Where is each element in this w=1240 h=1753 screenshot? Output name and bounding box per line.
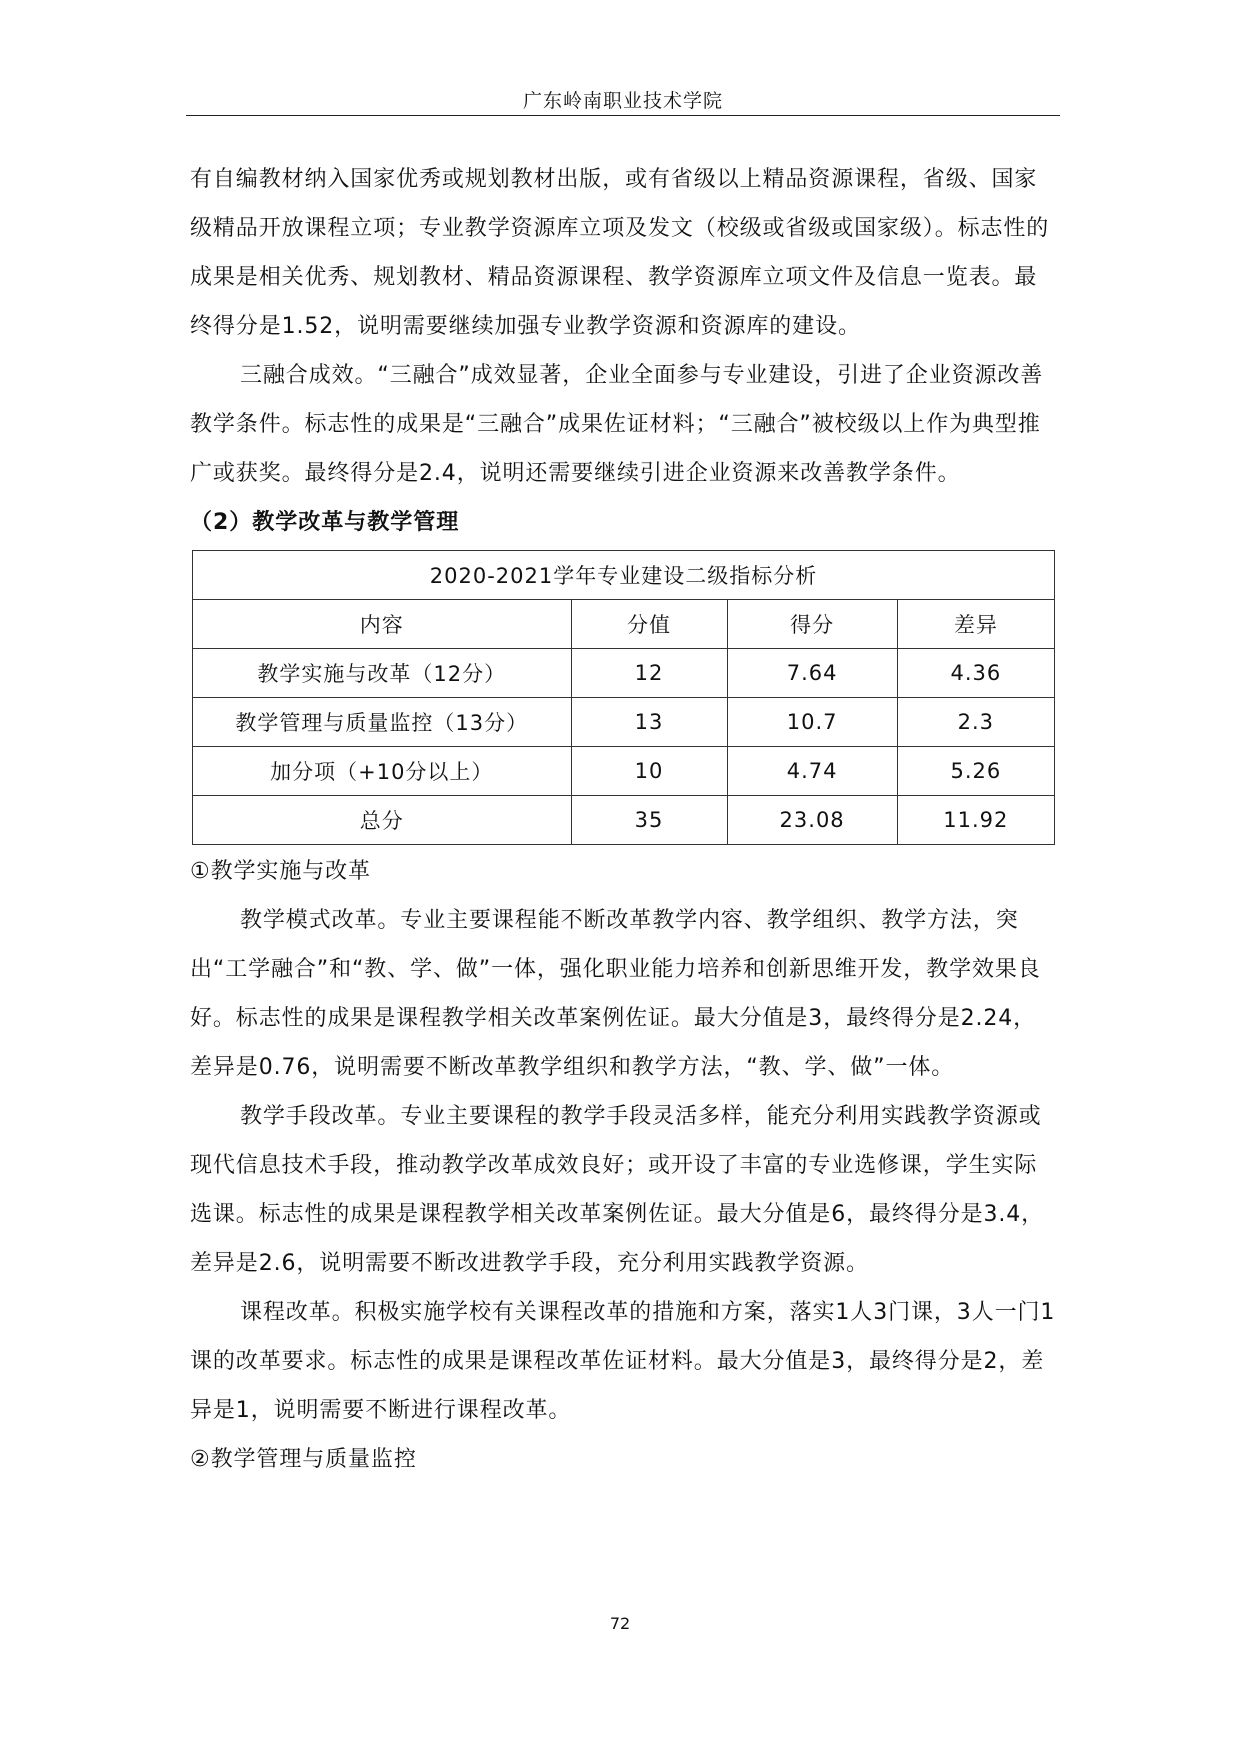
body-paragraph: 有自编教材纳入国家优秀或规划教材出版，或有省级以上精品资源课程，省级、国家级精品开放课程立项；专业教学资源库立项及发文（校级或省级或国家级）。标志性的成果是相关优秀、规划教材、精品资源课程、教学资源库立项文件及信息一览表。最终得分是1.52，说明需要继续加强专业教学资源和资源库的建设。 — [190, 167, 1050, 339]
body-paragraph: 教学手段改革。专业主要课程的教学手段灵活多样，能充分利用实践教学资源或现代信息技术手段，推动教学改革成效良好；或开设了丰富的专业选修课，学生实际选课。标志性的成果是课程教学相关改革案例佐证。最大分值是6，最终得分是3.4，差异是2.6，说明需要不断改进教学手段，充分利用实践教学资源。 — [190, 1104, 1045, 1276]
table-cell: 13 — [571, 698, 727, 747]
table-cell: 7.64 — [727, 649, 897, 698]
table-cell: 5.26 — [897, 747, 1054, 796]
table-header-row — [193, 600, 1055, 649]
page-number: 72 — [609, 1614, 631, 1633]
subsection-heading: ①教学实施与改革 — [190, 859, 371, 884]
table-cell: 教学实施与改革（12分） — [193, 649, 572, 698]
table-cell: 10 — [571, 747, 727, 796]
header-rule — [186, 115, 1060, 116]
table-cell: 35 — [571, 796, 727, 845]
table-row — [193, 698, 1055, 747]
indicator-table — [192, 550, 1055, 845]
table-row-total — [193, 796, 1055, 845]
column-header: 差异 — [897, 600, 1054, 649]
table-caption-row — [193, 551, 1055, 600]
body-paragraph: 三融合成效。“三融合”成效显著，企业全面参与专业建设，引进了企业资源改善教学条件。标志性的成果是“三融合”成果佐证材料；“三融合”被校级以上作为典型推广或获奖。最终得分是2.4，说明还需要继续引进企业资源来改善教学条件。 — [190, 363, 1044, 486]
table-cell: 2.3 — [897, 698, 1054, 747]
subsection-heading: ②教学管理与质量监控 — [190, 1447, 417, 1472]
table-row — [193, 747, 1055, 796]
table-cell: 11.92 — [897, 796, 1054, 845]
column-header: 内容 — [193, 600, 572, 649]
table-cell: 12 — [571, 649, 727, 698]
table-cell: 4.36 — [897, 649, 1054, 698]
column-header: 得分 — [727, 600, 897, 649]
body-paragraph: 课程改革。积极实施学校有关课程改革的措施和方案，落实1人3门课，3人一门1课的改革要求。标志性的成果是课程改革佐证材料。最大分值是3，最终得分是2，差异是1，说明需要不断进行课程改革。 — [190, 1300, 1056, 1423]
page-content — [190, 155, 1056, 1484]
table-cell: 4.74 — [727, 747, 897, 796]
table-cell: 加分项（+10分以上） — [193, 747, 572, 796]
column-header: 分值 — [571, 600, 727, 649]
table-cell: 23.08 — [727, 796, 897, 845]
table-cell: 总分 — [193, 796, 572, 845]
page-header: 广东岭南职业技术学院 — [522, 90, 723, 112]
body-paragraph: 教学模式改革。专业主要课程能不断改革教学内容、教学组织、教学方法，突出“工学融合”和“教、学、做”一体，强化职业能力培养和创新思维开发，教学效果良好。标志性的成果是课程教学相关改革案例佐证。最大分值是3，最终得分是2.24，差异是0.76，说明需要不断改革教学组织和教学方法，“教、学、做”一体。 — [190, 908, 1041, 1080]
table-row — [193, 649, 1055, 698]
table-cell: 10.7 — [727, 698, 897, 747]
table-cell: 教学管理与质量监控（13分） — [193, 698, 572, 747]
table-caption: 2020-2021学年专业建设二级指标分析 — [193, 551, 1055, 600]
section-heading: （2）教学改革与教学管理 — [190, 510, 460, 535]
